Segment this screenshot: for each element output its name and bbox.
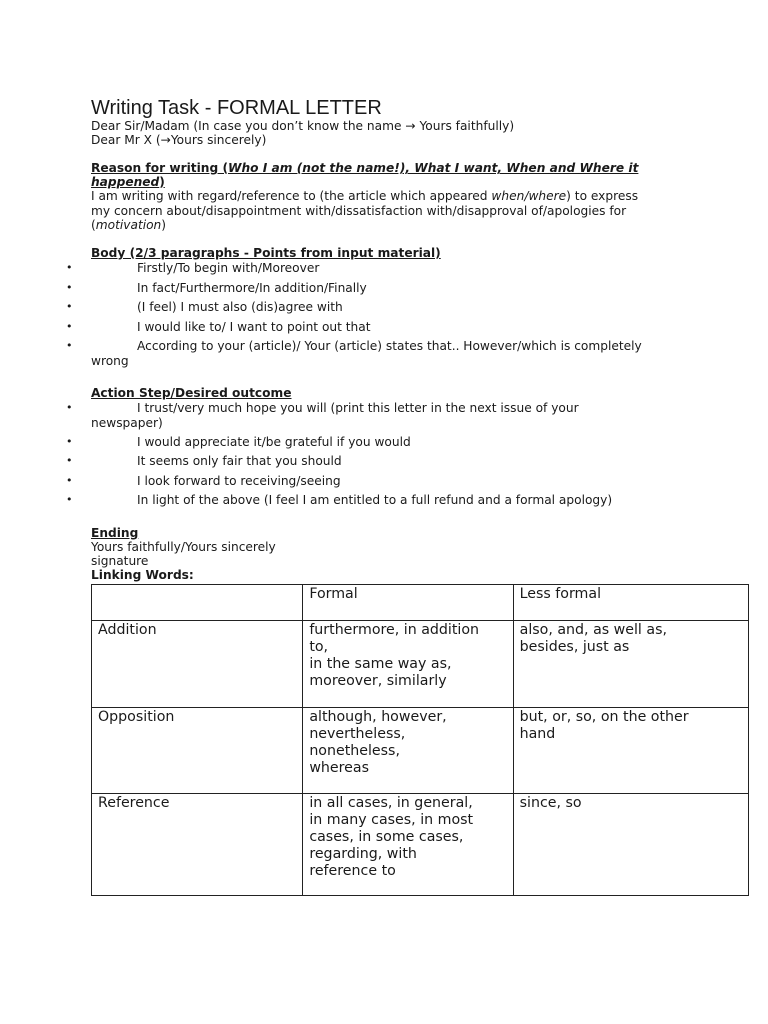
cell-line: furthermore, in addition bbox=[309, 622, 480, 638]
list-item bbox=[66, 493, 691, 508]
reason-heading-line-1 bbox=[91, 161, 638, 176]
list-item bbox=[66, 454, 691, 469]
ending-line-1: Yours faithfully/Yours sincerely bbox=[91, 540, 276, 554]
linking-heading: Linking Words: bbox=[91, 568, 194, 582]
salutation-line-1: Dear Sir/Madam (In case you don’t know the name → Yours faithfully) bbox=[91, 119, 515, 133]
reason-text-part-2: ) to express bbox=[566, 189, 639, 203]
body-heading: Body (2/3 paragraphs - Points from input material) bbox=[91, 246, 441, 260]
cell-line: nevertheless, bbox=[309, 726, 406, 742]
list-item bbox=[66, 300, 691, 315]
table-row bbox=[92, 708, 749, 794]
cell-line: in many cases, in most bbox=[309, 812, 474, 828]
list-item bbox=[66, 320, 691, 335]
list-item-text: In fact/Furthermore/In addition/Finally bbox=[137, 281, 367, 295]
bullet-icon: • bbox=[66, 435, 73, 448]
reason-text-italic-2: motivation bbox=[95, 218, 162, 232]
table-cell-label: Addition bbox=[92, 621, 303, 708]
reason-text-part-1: I am writing with regard/reference to (the article which appeared bbox=[91, 189, 492, 203]
cell-line: since, so bbox=[519, 795, 582, 811]
reason-text-italic-1: when/where bbox=[491, 189, 567, 203]
bullet-icon: • bbox=[66, 493, 73, 506]
cell-line: hand bbox=[519, 726, 556, 742]
list-item bbox=[66, 474, 691, 489]
list-item-text: According to your (article)/ Your (article) states that.. However/which is completely bbox=[137, 339, 642, 353]
cell-line: besides, just as bbox=[519, 639, 630, 655]
bullet-icon: • bbox=[66, 300, 73, 313]
bullet-icon: • bbox=[66, 320, 73, 333]
cell-line: in the same way as, bbox=[309, 656, 452, 672]
table-header-row bbox=[92, 585, 749, 621]
table-row bbox=[92, 794, 749, 896]
action-heading: Action Step/Desired outcome bbox=[91, 386, 292, 400]
reason-heading-italic-2: happened bbox=[91, 175, 160, 189]
table-cell-formal bbox=[303, 708, 513, 794]
linking-words-table bbox=[91, 584, 749, 896]
table-cell-less-formal bbox=[513, 621, 748, 708]
reason-text-line-2: my concern about/disappointment with/dissatisfaction with/disapproval of/apologies for bbox=[91, 204, 627, 218]
cell-line: reference to bbox=[309, 863, 396, 879]
bullet-icon: • bbox=[66, 474, 73, 487]
ending-heading: Ending bbox=[91, 526, 139, 540]
table-cell-label: Opposition bbox=[92, 708, 303, 794]
list-item-text: I would appreciate it/be grateful if you would bbox=[137, 435, 411, 449]
bullet-icon: • bbox=[66, 401, 73, 414]
reason-heading-suffix: ) bbox=[159, 175, 165, 189]
list-item-text: It seems only fair that you should bbox=[137, 454, 342, 468]
cell-line: nonetheless, bbox=[309, 743, 400, 759]
list-item-continuation: newspaper) bbox=[91, 416, 163, 430]
reason-heading-prefix: Reason for writing ( bbox=[91, 161, 229, 175]
cell-line: although, however, bbox=[309, 709, 447, 725]
cell-line: but, or, so, on the other bbox=[519, 709, 689, 725]
list-item-text: (I feel) I must also (dis)agree with bbox=[137, 300, 343, 314]
cell-line: cases, in some cases, bbox=[309, 829, 464, 845]
reason-heading-line-2 bbox=[91, 175, 165, 190]
cell-line: regarding, with bbox=[309, 846, 417, 862]
document-title: Writing Task - FORMAL LETTER bbox=[91, 97, 382, 119]
list-item-text: In light of the above (I feel I am entitled to a full refund and a formal apology) bbox=[137, 493, 613, 507]
table-header-cell: Formal bbox=[303, 585, 513, 621]
cell-line: moreover, similarly bbox=[309, 673, 447, 689]
list-item-text: I would like to/ I want to point out that bbox=[137, 320, 371, 334]
reason-text-line-1 bbox=[91, 189, 638, 204]
reason-text-line-3-prefix: ( bbox=[91, 218, 96, 232]
list-item-continuation: wrong bbox=[91, 354, 129, 368]
list-item-text: Firstly/To begin with/Moreover bbox=[137, 261, 320, 275]
table-cell-label: Reference bbox=[92, 794, 303, 896]
list-item bbox=[66, 401, 691, 416]
reason-text-line-3 bbox=[91, 218, 166, 233]
table-cell-formal bbox=[303, 621, 513, 708]
table-header-cell: Less formal bbox=[513, 585, 748, 621]
cell-line: also, and, as well as, bbox=[519, 622, 667, 638]
salutation-line-2: Dear Mr X (→Yours sincerely) bbox=[91, 133, 267, 147]
table-cell-less-formal bbox=[513, 708, 748, 794]
bullet-icon: • bbox=[66, 281, 73, 294]
cell-line: whereas bbox=[309, 760, 369, 776]
table-header-cell bbox=[92, 585, 303, 621]
cell-line: to, bbox=[309, 639, 329, 655]
bullet-icon: • bbox=[66, 454, 73, 467]
list-item-text: I trust/very much hope you will (print this letter in the next issue of your bbox=[137, 401, 579, 415]
list-item bbox=[66, 339, 691, 354]
list-item bbox=[66, 261, 691, 276]
reason-heading-italic: Who I am (not the name!), What I want, When and Where it bbox=[228, 161, 639, 175]
cell-line: in all cases, in general, bbox=[309, 795, 473, 811]
table-cell-less-formal bbox=[513, 794, 748, 896]
table-cell-formal bbox=[303, 794, 513, 896]
reason-text-line-3-suffix: ) bbox=[161, 218, 167, 232]
list-item bbox=[66, 435, 691, 450]
bullet-icon: • bbox=[66, 261, 73, 274]
ending-line-2: signature bbox=[91, 554, 149, 568]
table-row bbox=[92, 621, 749, 708]
list-item-text: I look forward to receiving/seeing bbox=[137, 474, 341, 488]
list-item bbox=[66, 281, 691, 296]
bullet-icon: • bbox=[66, 339, 73, 352]
